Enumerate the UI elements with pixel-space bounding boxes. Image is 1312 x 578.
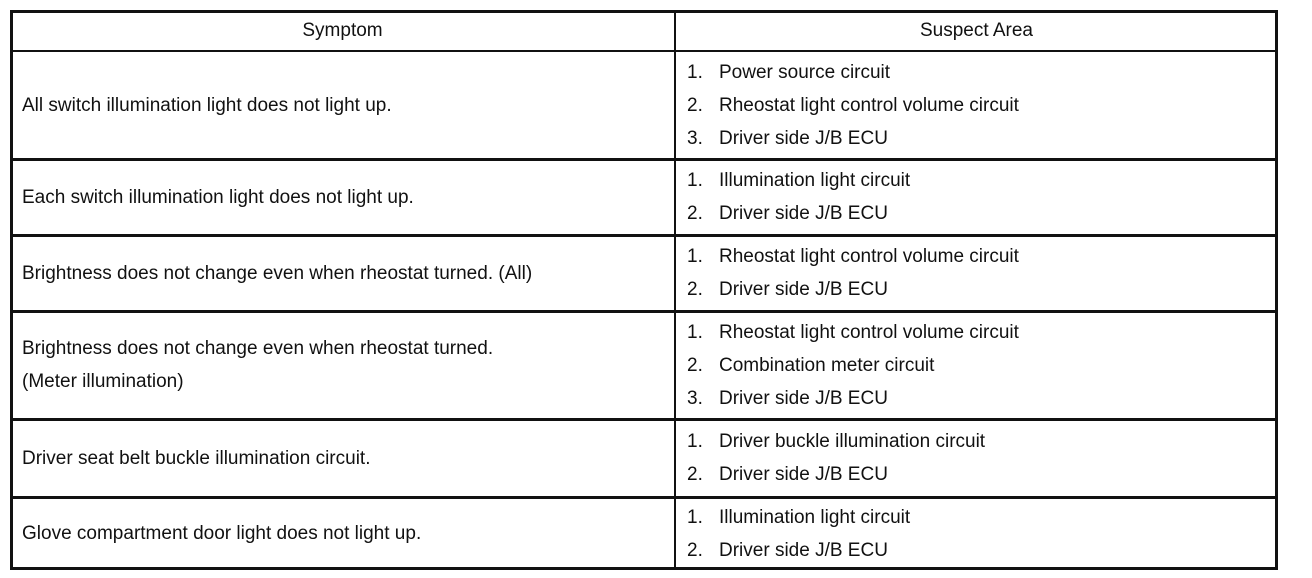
symptom-text: Each switch illumination light does not light up. [22, 186, 414, 208]
symptom-text: Driver seat belt buckle illumination circuit. [22, 447, 371, 469]
table-border [10, 10, 1278, 570]
suspect-number: 2. [687, 94, 703, 116]
symptom-text: (Meter illumination) [22, 371, 184, 392]
suspect-number: 2. [687, 464, 703, 485]
suspect-number: 2. [687, 279, 703, 300]
suspect-text: Driver side J/B ECU [719, 464, 888, 485]
suspect-number: 1. [687, 431, 703, 452]
suspect-text: Combination meter circuit [719, 354, 935, 376]
suspect-number: 2. [687, 354, 703, 376]
suspect-text: Driver side J/B ECU [719, 127, 888, 149]
suspect-number: 1. [687, 246, 703, 267]
suspect-number: 3. [687, 387, 703, 409]
suspect-number: 2. [687, 539, 703, 561]
symptom-text: All switch illumination light does not light up. [22, 94, 392, 116]
symptom-text: Brightness does not change even when rheostat turned. [22, 338, 494, 359]
suspect-number: 1. [687, 170, 703, 191]
suspect-number: 1. [687, 61, 703, 83]
header-symptom-label: Symptom [302, 20, 383, 41]
suspect-number: 2. [687, 203, 703, 224]
header-suspect-label: Suspect Area [919, 20, 1034, 41]
suspect-text: Rheostat light control volume circuit [719, 94, 1019, 116]
symptom-text: Brightness does not change even when rheostat turned. (All) [22, 262, 533, 284]
suspect-text: Illumination light circuit [719, 170, 911, 191]
suspect-text: Driver buckle illumination circuit [719, 431, 986, 452]
suspect-text: Driver side J/B ECU [719, 387, 888, 409]
suspect-number: 1. [687, 506, 703, 528]
suspect-text: Driver side J/B ECU [719, 279, 888, 300]
suspect-text: Power source circuit [719, 61, 891, 83]
suspect-text: Driver side J/B ECU [719, 539, 888, 561]
suspect-text: Rheostat light control volume circuit [719, 246, 1019, 267]
suspect-number: 1. [687, 321, 703, 343]
suspect-text: Driver side J/B ECU [719, 203, 888, 224]
suspect-text: Illumination light circuit [719, 506, 911, 528]
symptom-text: Glove compartment door light does not light up. [22, 523, 422, 544]
suspect-text: Rheostat light control volume circuit [719, 321, 1019, 343]
suspect-number: 3. [687, 127, 703, 149]
